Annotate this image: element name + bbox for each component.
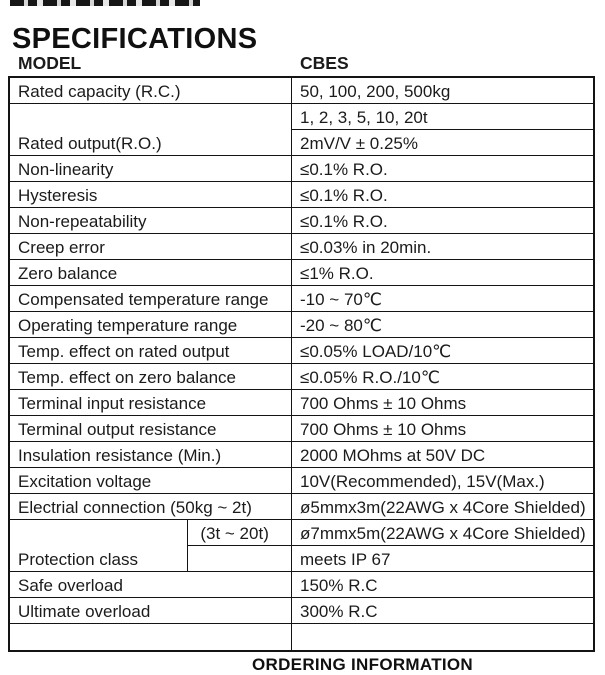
- row-value-cell: meets IP 67: [292, 546, 593, 572]
- row-value-cell: ≤0.1% R.O.: [292, 182, 593, 208]
- row-label-group: [10, 520, 292, 546]
- row-label-cell: Non-repeatability: [10, 208, 291, 234]
- row-label-group: [10, 598, 292, 624]
- row-label-group: [10, 546, 292, 572]
- row-value-cell: ≤0.1% R.O.: [292, 208, 593, 234]
- row-label-cell: Electrial connection (50kg ~ 2t): [10, 494, 291, 520]
- row-label-group: [10, 78, 292, 104]
- row-value-cell: -10 ~ 70℃: [292, 286, 593, 312]
- row-label-group: [10, 468, 292, 494]
- specifications-table: [8, 53, 595, 652]
- row-label-cell: Safe overload: [10, 572, 291, 598]
- table-row: [10, 546, 593, 572]
- row-label-group: [10, 442, 292, 468]
- row-value-cell: 2mV/V ± 0.25%: [292, 130, 593, 156]
- table-row: [10, 78, 593, 104]
- row-label-cell: Non-linearity: [10, 156, 291, 182]
- table-row: [10, 390, 593, 416]
- row-label-group: [10, 624, 292, 650]
- row-label-group: [10, 338, 292, 364]
- row-value-cell: ≤1% R.O.: [292, 260, 593, 286]
- row-label-group: [10, 130, 292, 156]
- row-label-group: [10, 104, 292, 130]
- row-value-cell: 700 Ohms ± 10 Ohms: [292, 416, 593, 442]
- row-label-cell: Rated capacity (R.C.): [10, 78, 291, 104]
- row-label-cell: [10, 520, 187, 546]
- cropped-text-artifact: [10, 0, 200, 6]
- row-label-cell: Insulation resistance (Min.): [10, 442, 291, 468]
- row-label-cell: Terminal input resistance: [10, 390, 291, 416]
- row-value-cell: 150% R.C: [292, 572, 593, 598]
- row-label-group: [10, 182, 292, 208]
- row-value-cell: 1, 2, 3, 5, 10, 20t: [292, 104, 593, 130]
- row-value-cell: 300% R.C: [292, 598, 593, 624]
- row-label-cell: Protection class: [10, 546, 187, 572]
- spec-table-body: [8, 78, 595, 652]
- table-row: [10, 442, 593, 468]
- row-label-group: [10, 260, 292, 286]
- row-label-group: [10, 156, 292, 182]
- table-row: [10, 312, 593, 338]
- row-label-cell: Rated output(R.O.): [10, 130, 291, 156]
- row-value-cell: ≤0.03% in 20min.: [292, 234, 593, 260]
- table-row: [10, 364, 593, 390]
- table-row: [10, 234, 593, 260]
- row-value-cell: [292, 624, 593, 650]
- table-row: [10, 598, 593, 624]
- page-title: SPECIFICATIONS: [12, 23, 258, 56]
- column-header-cbes: CBES: [300, 53, 349, 73]
- table-row: [10, 468, 593, 494]
- table-row: [10, 572, 593, 598]
- table-row: [10, 130, 593, 156]
- row-label-cell: Hysteresis: [10, 182, 291, 208]
- row-label-group: [10, 208, 292, 234]
- row-value-cell: 10V(Recommended), 15V(Max.): [292, 468, 593, 494]
- row-label-group: [10, 494, 292, 520]
- row-label-cell: [10, 624, 291, 650]
- row-label-group: [10, 416, 292, 442]
- table-row: [10, 182, 593, 208]
- row-label-group: [10, 286, 292, 312]
- row-label-group: [10, 572, 292, 598]
- row-label-cell: Terminal output resistance: [10, 416, 291, 442]
- row-value-cell: ≤0.05% LOAD/10℃: [292, 338, 593, 364]
- table-row: [10, 156, 593, 182]
- table-row: [10, 208, 593, 234]
- row-label-cell: Compensated temperature range: [10, 286, 291, 312]
- row-label-group: [10, 234, 292, 260]
- row-label-group: [10, 312, 292, 338]
- row-label-group: [10, 390, 292, 416]
- footer-section-heading: ORDERING INFORMATION: [252, 655, 474, 674]
- row-label-cell: Operating temperature range: [10, 312, 291, 338]
- column-header-model: MODEL: [18, 53, 82, 73]
- row-value-cell: 700 Ohms ± 10 Ohms: [292, 390, 593, 416]
- table-row: [10, 624, 593, 650]
- table-header-row: [8, 53, 595, 78]
- row-label-cell: [10, 104, 291, 130]
- row-label-cell: Temp. effect on rated output: [10, 338, 291, 364]
- row-label-cell: Creep error: [10, 234, 291, 260]
- row-sublabel-cell: (3t ~ 20t): [187, 520, 291, 546]
- row-label-cell: Temp. effect on zero balance: [10, 364, 291, 390]
- table-row: [10, 286, 593, 312]
- row-value-cell: -20 ~ 80℃: [292, 312, 593, 338]
- row-label-group: [10, 364, 292, 390]
- table-row: [10, 416, 593, 442]
- table-row: [10, 520, 593, 546]
- table-row: [10, 494, 593, 520]
- row-value-cell: ø7mmx5m(22AWG x 4Core Shielded): [292, 520, 593, 546]
- row-label-cell: Ultimate overload: [10, 598, 291, 624]
- table-row: [10, 260, 593, 286]
- row-value-cell: ø5mmx3m(22AWG x 4Core Shielded): [292, 494, 593, 520]
- table-row: [10, 338, 593, 364]
- table-row: [10, 104, 593, 130]
- row-value-cell: 2000 MOhms at 50V DC: [292, 442, 593, 468]
- row-label-cell: Zero balance: [10, 260, 291, 286]
- row-label-cell: Excitation voltage: [10, 468, 291, 494]
- row-value-cell: 50, 100, 200, 500kg: [292, 78, 593, 104]
- row-value-cell: ≤0.05% R.O./10℃: [292, 364, 593, 390]
- row-value-cell: ≤0.1% R.O.: [292, 156, 593, 182]
- row-sublabel-cell: [187, 546, 291, 572]
